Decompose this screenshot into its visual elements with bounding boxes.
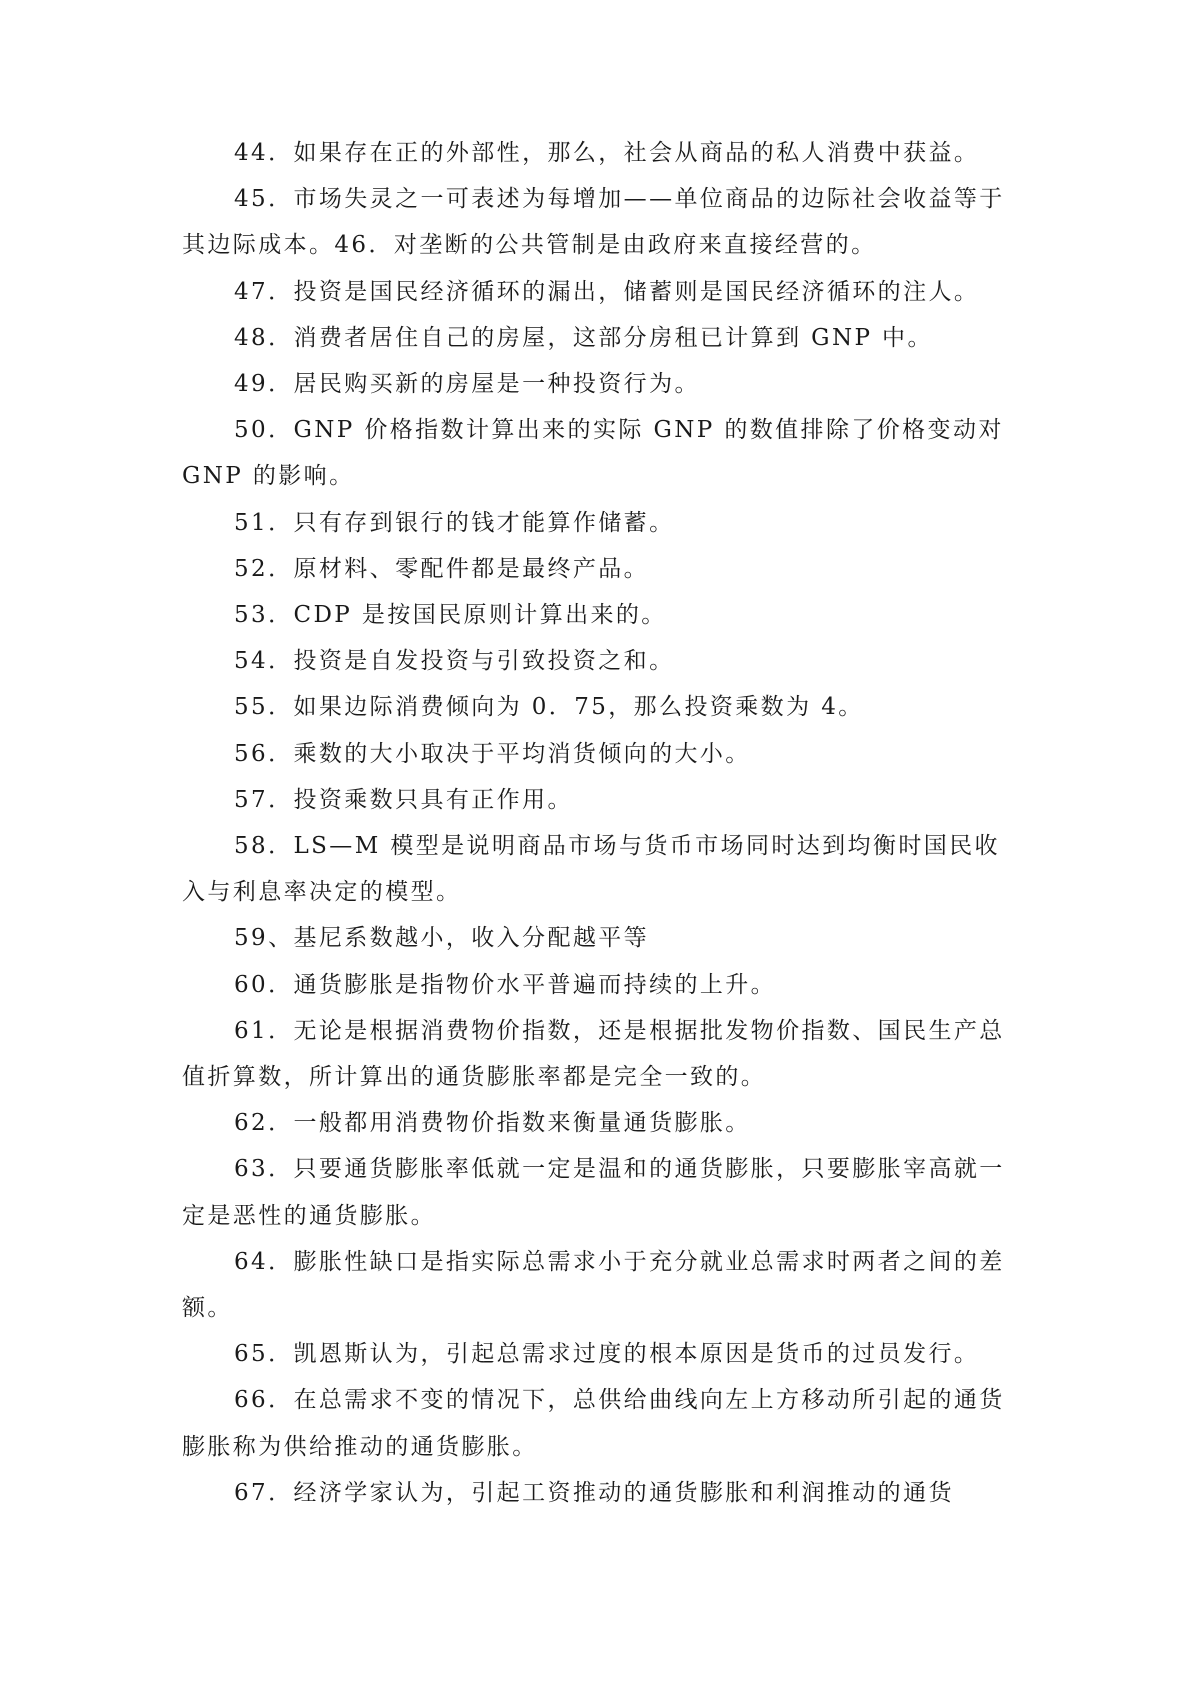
question-62: 62．一般都用消费物价指数来衡量通货膨胀。 <box>234 1110 751 1137</box>
question-49: 49．居民购买新的房屋是一种投资行为。 <box>234 371 700 398</box>
question-67: 67．经济学家认为，引起工资推动的通货膨胀和利润推动的通货 <box>234 1479 954 1506</box>
question-57: 57．投资乘数只具有正作用。 <box>234 786 573 813</box>
question-66: 66．在总需求不变的情况下，总供给曲线向左上方移动所引起的通货膨胀称为供给推动的通货膨胀。 <box>182 1387 1005 1460</box>
question-63: 63．只要通货膨胀率低就一定是温和的通货膨胀，只要膨胀宰高就一定是恶性的通货膨胀。 <box>182 1156 1005 1229</box>
question-65: 65．凯恩斯认为，引起总需求过度的根本原因是货币的过员发行。 <box>234 1341 980 1368</box>
question-53: 53．CDP 是按国民原则计算出来的。 <box>234 602 667 629</box>
question-55: 55．如果边际消费倾向为 0．75，那么投资乘数为 4。 <box>234 694 864 721</box>
question-59: 59、基尼系数越小，收入分配越平等 <box>234 925 650 952</box>
question-44: 44．如果存在正的外部性，那么，社会从商品的私人消费中获益。 <box>234 140 980 166</box>
question-45-46: 45．市场失灵之一可表述为每增加——单位商品的边际社会收益等于其边际成本。46．对垄断的公共管制是由政府来直接经营的。 <box>182 186 1005 259</box>
question-64: 64．膨胀性缺口是指实际总需求小于充分就业总需求时两者之间的差额。 <box>182 1248 1005 1322</box>
question-50: 50．GNP 价格指数计算出来的实际 GNP 的数值排除了价格变动对 GNP 的影响。 <box>182 417 1004 490</box>
question-54: 54．投资是自发投资与引致投资之和。 <box>234 648 675 675</box>
question-60: 60．通货膨胀是指物价水平普遍而持续的上升。 <box>234 971 777 998</box>
question-47: 47．投资是国民经济循环的漏出，储蓄则是国民经济循环的注人。 <box>234 278 980 305</box>
question-51: 51．只有存到银行的钱才能算作储蓄。 <box>234 509 675 536</box>
question-58: 58．LS—M 模型是说明商品市场与货币市场同时达到均衡时国民收入与利息率决定的模型。 <box>182 833 1000 906</box>
question-52: 52．原材料、零配件都是最终产品。 <box>234 555 650 582</box>
question-56: 56．乘数的大小取决于平均消货倾向的大小。 <box>234 740 751 767</box>
document-body <box>182 130 1022 1516</box>
question-61: 61．无论是根据消费物价指数，还是根据批发物价指数、国民生产总值折算数，所计算出的通货膨胀率都是完全一致的。 <box>182 1017 1005 1091</box>
question-48: 48．消费者居住自己的房屋，这部分房租已计算到 GNP 中。 <box>234 324 933 351</box>
